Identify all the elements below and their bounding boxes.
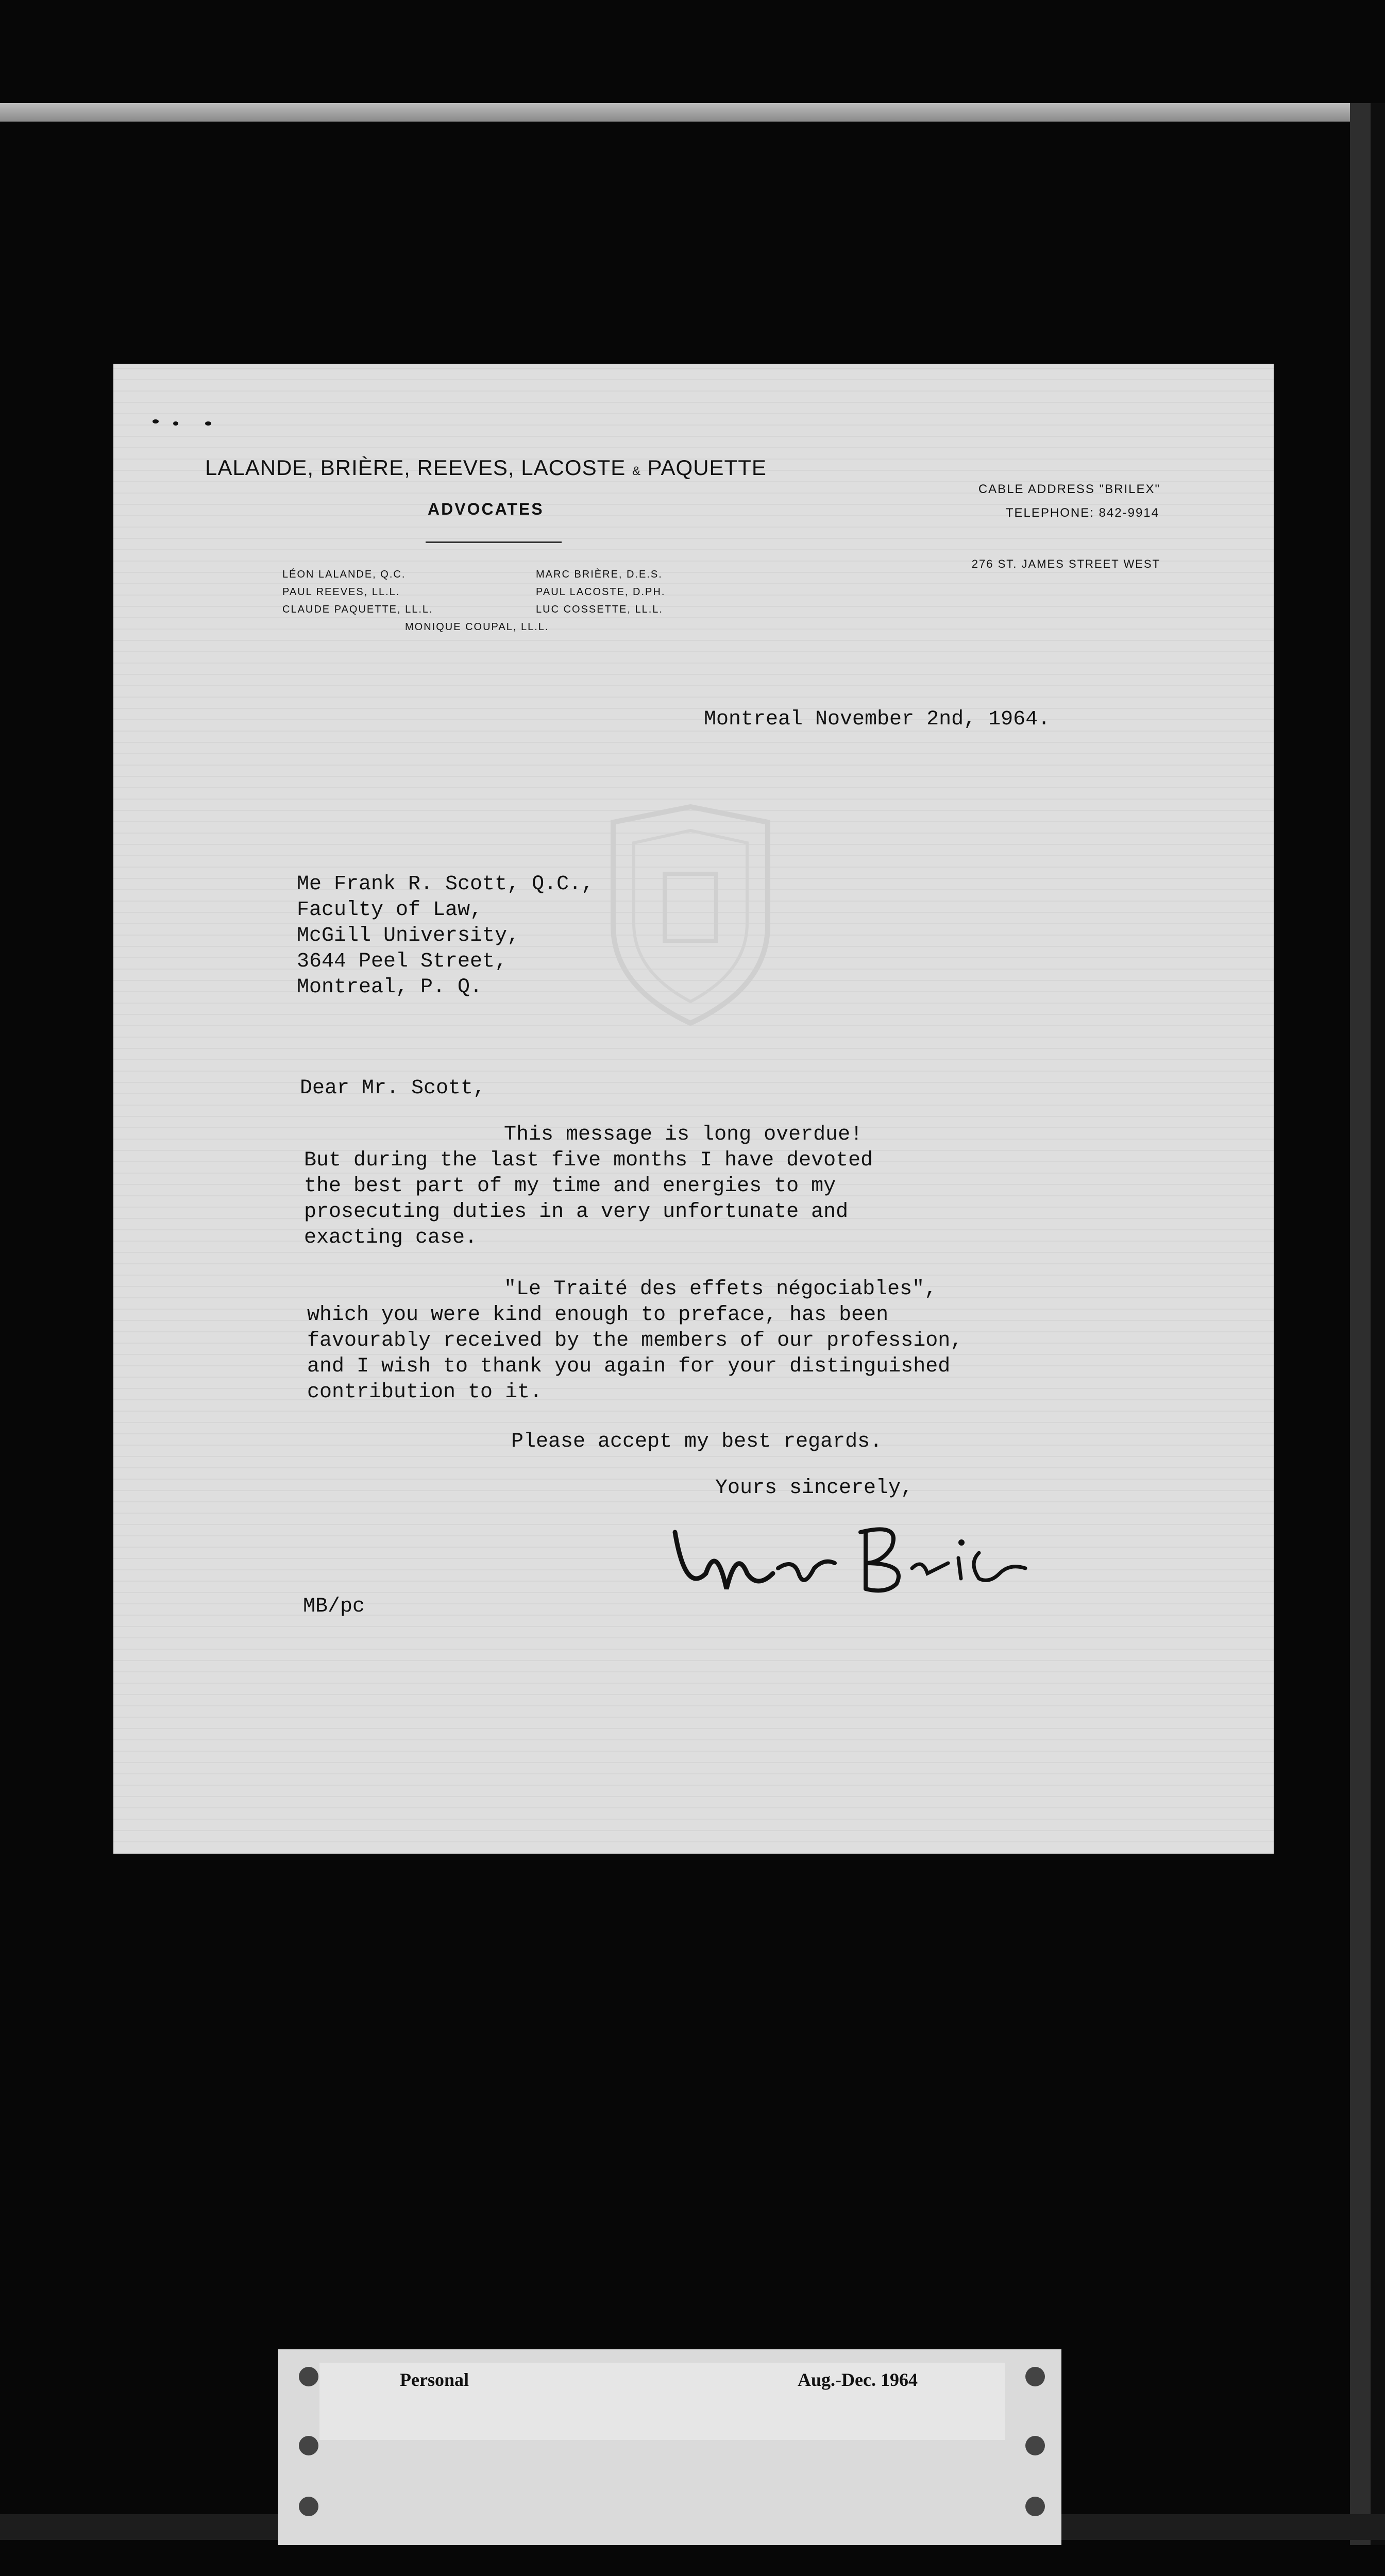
letter-page bbox=[113, 364, 1274, 1854]
handwritten-signature bbox=[670, 1512, 1051, 1604]
body-line: prosecuting duties in a very unfortunate and bbox=[304, 1200, 849, 1224]
street-address: 276 ST. JAMES STREET WEST bbox=[971, 557, 1160, 570]
sprocket-hole bbox=[299, 2436, 318, 2455]
watermark-seal bbox=[598, 802, 783, 1028]
partner-name: MONIQUE COUPAL, LL.L. bbox=[405, 621, 549, 633]
recipient-line: Montreal, P. Q. bbox=[297, 976, 483, 999]
letter-date: Montreal November 2nd, 1964. bbox=[704, 708, 1051, 731]
body-line: which you were kind enough to preface, has been bbox=[307, 1303, 889, 1327]
body-line: the best part of my time and energies to my bbox=[304, 1175, 836, 1198]
body-line: and I wish to thank you again for your distinguished bbox=[307, 1355, 951, 1378]
film-edge-top bbox=[0, 103, 1385, 122]
telephone: TELEPHONE: 842-9914 bbox=[1005, 506, 1159, 520]
partner-name: LÉON LALANDE, Q.C. bbox=[282, 569, 406, 580]
body-line: "Le Traité des effets négociables", bbox=[504, 1278, 937, 1301]
firm-subtitle: ADVOCATES bbox=[428, 500, 544, 518]
recipient-line: Me Frank R. Scott, Q.C., bbox=[297, 873, 594, 896]
firm-name-prefix: LALANDE, BRIÈRE, REEVES, LACOSTE bbox=[205, 455, 626, 480]
closing: Yours sincerely, bbox=[715, 1477, 914, 1500]
recipient-line: 3644 Peel Street, bbox=[297, 950, 508, 973]
partner-name: PAUL LACOSTE, D.PH. bbox=[536, 586, 666, 598]
body-line: But during the last five months I have devoted bbox=[304, 1149, 873, 1172]
speck bbox=[173, 421, 178, 426]
firm-name-amp: & bbox=[632, 464, 641, 478]
sprocket-hole bbox=[1025, 2497, 1045, 2516]
partner-name: MARC BRIÈRE, D.E.S. bbox=[536, 569, 663, 580]
body-line: exacting case. bbox=[304, 1226, 478, 1249]
partner-name: CLAUDE PAQUETTE, LL.L. bbox=[282, 604, 433, 615]
folder-label-left: Personal bbox=[400, 2369, 469, 2390]
recipient-line: Faculty of Law, bbox=[297, 899, 483, 922]
folder-label-right: Aug.-Dec. 1964 bbox=[798, 2369, 918, 2390]
firm-name-suffix: PAQUETTE bbox=[647, 455, 767, 480]
recipient-line: McGill University, bbox=[297, 924, 520, 947]
body-line: This message is long overdue! bbox=[504, 1123, 863, 1146]
letterhead-rule bbox=[426, 541, 562, 543]
salutation: Dear Mr. Scott, bbox=[300, 1077, 486, 1100]
body-line: favourably received by the members of our profession, bbox=[307, 1329, 963, 1352]
firm-name bbox=[205, 455, 767, 480]
film-strip-edge bbox=[1371, 103, 1385, 2545]
sprocket-hole bbox=[1025, 2367, 1045, 2386]
sprocket-hole bbox=[299, 2497, 318, 2516]
body-line: Please accept my best regards. bbox=[511, 1430, 883, 1453]
cable-address: CABLE ADDRESS "BRILEX" bbox=[978, 482, 1160, 496]
partner-name: PAUL REEVES, LL.L. bbox=[282, 586, 400, 598]
sprocket-hole bbox=[299, 2367, 318, 2386]
body-line: contribution to it. bbox=[307, 1381, 543, 1404]
reference-initials: MB/pc bbox=[303, 1595, 365, 1618]
speck bbox=[205, 421, 211, 426]
partner-name: LUC COSSETTE, LL.L. bbox=[536, 604, 663, 615]
sprocket-hole bbox=[1025, 2436, 1045, 2455]
speck bbox=[153, 419, 159, 423]
film-strip-right bbox=[1350, 103, 1371, 2545]
